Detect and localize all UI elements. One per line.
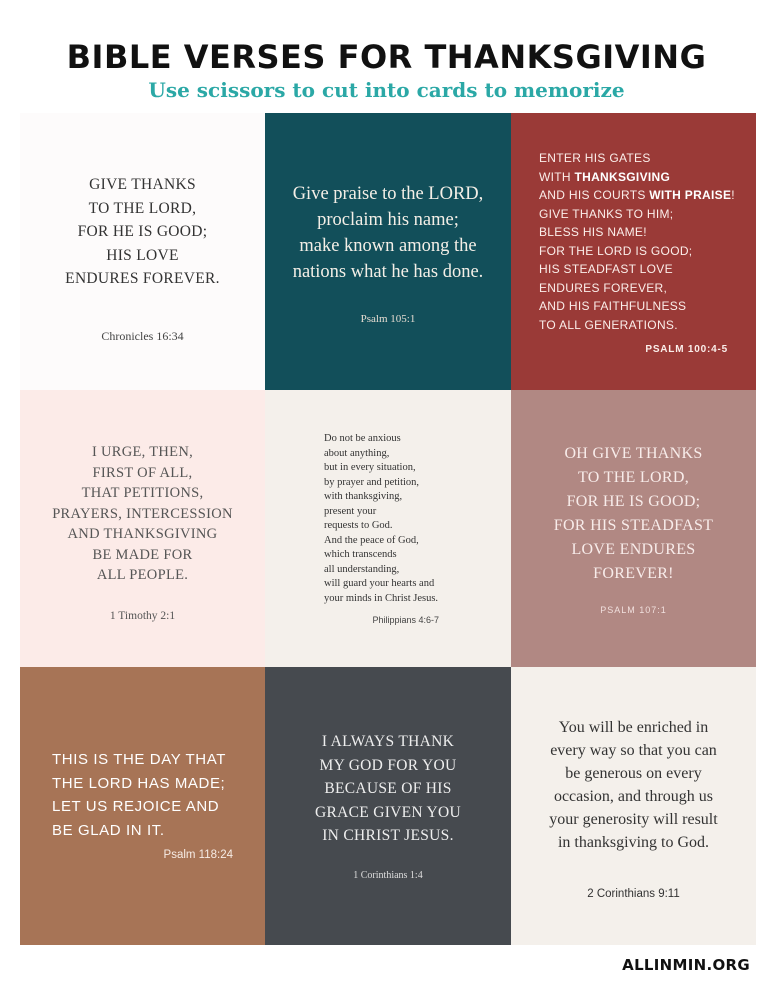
verse-line: HIS LOVE bbox=[106, 246, 179, 264]
verse-line: LOVE ENDURES bbox=[571, 541, 696, 558]
verse-card-grid bbox=[20, 113, 756, 945]
verse-line: about anything, bbox=[324, 447, 390, 459]
verse-line: AND HIS COURTS WITH PRAISE! bbox=[539, 188, 735, 202]
verse-reference: Philippians 4:6-7 bbox=[372, 615, 439, 625]
verse-text bbox=[20, 173, 265, 291]
verse-line: THAT PETITIONS, bbox=[81, 485, 204, 501]
verse-line: your minds in Christ Jesus. bbox=[324, 592, 439, 604]
verse-card-psalm-107-1 bbox=[511, 390, 756, 667]
verse-line: all understanding, bbox=[324, 563, 400, 575]
verse-line: GIVE THANKS bbox=[89, 176, 196, 193]
verse-card-philippians-4-6-7 bbox=[265, 390, 511, 667]
verse-line: WITH THANKSGIVING bbox=[539, 169, 671, 184]
verse-line: HIS STEADFAST LOVE bbox=[539, 262, 673, 276]
verse-line: THE LORD HAS MADE; bbox=[52, 774, 226, 792]
page-subtitle: Use scissors to cut into cards to memorize bbox=[148, 78, 625, 102]
verse-line: You will be enriched in bbox=[558, 719, 709, 736]
verse-line: ENDURES FOREVER. bbox=[65, 270, 220, 287]
site-url: ALLINMIN.ORG bbox=[622, 956, 750, 974]
verse-line: MY GOD FOR YOU bbox=[319, 756, 457, 774]
verse-card-chronicles-16-34 bbox=[20, 113, 265, 390]
verse-line: TO THE LORD, bbox=[577, 469, 689, 486]
verse-line: GIVE THANKS TO HIM; bbox=[539, 206, 674, 221]
verse-line: I URGE, THEN, bbox=[91, 444, 194, 460]
verse-line: PRAYERS, INTERCESSION bbox=[52, 505, 233, 522]
verse-line: make known among the bbox=[299, 236, 477, 256]
verse-line: which transcends bbox=[324, 549, 397, 560]
verse-line: AND HIS FAITHFULNESS bbox=[539, 299, 687, 313]
verse-text bbox=[52, 748, 255, 842]
verse-line: ENDURES FOREVER, bbox=[539, 280, 668, 295]
verse-line: by prayer and petition, bbox=[324, 476, 420, 488]
verse-text bbox=[324, 432, 501, 606]
verse-text bbox=[20, 442, 265, 586]
verse-reference: PSALM 100:4-5 bbox=[645, 344, 728, 355]
verse-line: will guard your hearts and bbox=[324, 578, 435, 589]
verse-reference: Psalm 105:1 bbox=[360, 313, 416, 325]
verse-line: And the peace of God, bbox=[324, 534, 419, 546]
verse-line: FIRST OF ALL, bbox=[92, 464, 193, 481]
verse-line: FOR HE IS GOOD; bbox=[566, 493, 701, 510]
verse-card-1-corinthians-1-4 bbox=[265, 667, 511, 945]
verse-line: BE MADE FOR bbox=[92, 546, 193, 563]
verse-line: but in every situation, bbox=[324, 462, 416, 473]
verse-text bbox=[265, 730, 511, 848]
verse-card-psalm-100-4-5 bbox=[511, 113, 756, 390]
verse-line: with thanksgiving, bbox=[324, 491, 403, 502]
verse-line: requests to God. bbox=[324, 520, 393, 531]
verse-line: ENTER HIS GATES bbox=[539, 151, 651, 165]
verse-line: nations what he has done. bbox=[292, 262, 484, 282]
page-title: BIBLE VERSES FOR THANKSGIVING bbox=[66, 38, 707, 76]
verse-text bbox=[511, 442, 756, 586]
verse-text bbox=[539, 149, 746, 334]
verse-line: GRACE GIVEN YOU bbox=[315, 803, 461, 821]
verse-text bbox=[511, 716, 756, 854]
verse-line: LET US REJOICE AND bbox=[52, 798, 220, 815]
verse-reference: 2 Corinthians 9:11 bbox=[587, 888, 680, 900]
verse-line: BE GLAD IN IT. bbox=[52, 821, 165, 839]
verse-line: occasion, and through us bbox=[553, 788, 714, 805]
verse-line: be generous on every bbox=[565, 765, 702, 782]
verse-card-2-corinthians-9-11 bbox=[511, 667, 756, 945]
verse-line: your generosity will result bbox=[549, 811, 718, 828]
verse-line: I ALWAYS THANK bbox=[321, 733, 455, 750]
verse-line: FOR THE LORD IS GOOD; bbox=[539, 243, 693, 258]
verse-line: TO THE LORD, bbox=[88, 199, 197, 217]
verse-line: IN CHRIST JESUS. bbox=[322, 827, 454, 844]
verse-reference: 1 Corinthians 1:4 bbox=[353, 870, 423, 881]
verse-line: FOR HE IS GOOD; bbox=[77, 223, 208, 240]
verse-card-psalm-105-1 bbox=[265, 113, 511, 390]
verse-line: every way so that you can bbox=[550, 742, 717, 759]
verse-line: TO ALL GENERATIONS. bbox=[539, 317, 678, 332]
verse-line: Do not be anxious bbox=[324, 433, 401, 444]
verse-reference: PSALM 107:1 bbox=[600, 605, 667, 615]
verse-card-1-timothy-2-1 bbox=[20, 390, 265, 667]
verse-reference: 1 Timothy 2:1 bbox=[109, 610, 176, 622]
verse-reference: Chronicles 16:34 bbox=[101, 329, 184, 343]
verse-line: Give praise to the LORD, bbox=[292, 184, 484, 204]
verse-line: BLESS HIS NAME! bbox=[539, 225, 647, 239]
verse-line: FOR HIS STEADFAST bbox=[553, 517, 714, 534]
verse-line: BECAUSE OF HIS bbox=[324, 780, 452, 797]
verse-text bbox=[265, 181, 511, 285]
verse-line: present your bbox=[324, 505, 377, 517]
verse-line: proclaim his name; bbox=[317, 210, 459, 230]
verse-line: ALL PEOPLE. bbox=[96, 567, 189, 583]
verse-reference: Psalm 118:24 bbox=[163, 849, 233, 861]
verse-line: AND THANKSGIVING bbox=[67, 526, 218, 542]
verse-line: OH GIVE THANKS bbox=[564, 445, 703, 462]
verse-line: THIS IS THE DAY THAT bbox=[52, 751, 226, 768]
verse-line: FOREVER! bbox=[593, 565, 674, 582]
verse-card-psalm-118-24 bbox=[20, 667, 265, 945]
verse-line: in thanksgiving to God. bbox=[557, 834, 710, 851]
